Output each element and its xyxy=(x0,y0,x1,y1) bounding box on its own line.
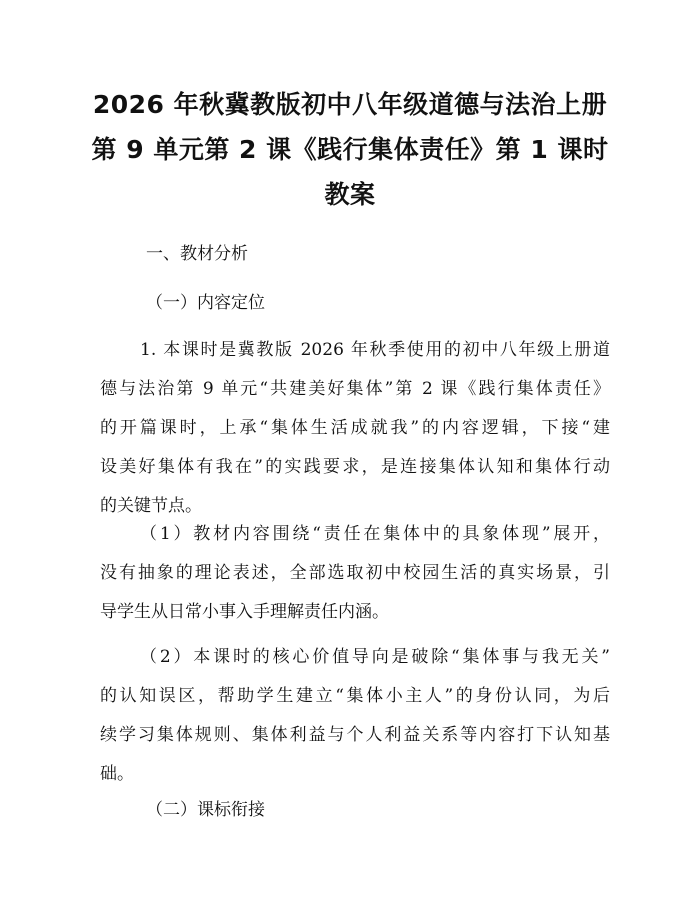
paragraph-line: 德与法治第 9 单元“共建美好集体”第 2 课《践行集体责任》 xyxy=(100,379,610,399)
document-title-line-2: 第 9 单元第 2 课《践行集体责任》第 1 课时 xyxy=(91,135,609,164)
paragraph-content-positioning xyxy=(100,331,610,526)
paragraph-line: 础。 xyxy=(100,764,134,784)
document-title-line-3: 教案 xyxy=(324,180,376,209)
paragraph-line: 设美好集体有我在”的实践要求，是连接集体认知和集体行动 xyxy=(100,457,610,477)
paragraph-point-1 xyxy=(100,515,610,632)
paragraph-line: （1）教材内容围绕“责任在集体中的具象体现”展开， xyxy=(140,524,610,544)
paragraph-point-2 xyxy=(100,638,610,794)
subsection-heading-curriculum-standards: （二）课标衔接 xyxy=(146,800,265,820)
paragraph-line: （2）本课时的核心价值导向是破除“集体事与我无关” xyxy=(140,647,610,667)
paragraph-line: 续学习集体规则、集体利益与个人利益关系等内容打下认知基 xyxy=(100,725,610,745)
paragraph-line: 1. 本课时是冀教版 2026 年秋季使用的初中八年级上册道 xyxy=(140,340,610,360)
paragraph-line: 的开篇课时，上承“集体生活成就我”的内容逻辑，下接“建 xyxy=(100,418,610,438)
subsection-heading-content-positioning: （一）内容定位 xyxy=(146,293,265,313)
section-heading-teaching-material-analysis: 一、教材分析 xyxy=(146,244,248,264)
paragraph-line: 的认知误区，帮助学生建立“集体小主人”的身份认同，为后 xyxy=(100,686,610,706)
document-title-line-1: 2026 年秋冀教版初中八年级道德与法治上册 xyxy=(92,90,608,119)
paragraph-line: 的关键节点。 xyxy=(100,496,202,516)
paragraph-line: 没有抽象的理论表述，全部选取初中校园生活的真实场景，引 xyxy=(100,563,610,583)
paragraph-line: 导学生从日常小事入手理解责任内涵。 xyxy=(100,602,389,622)
